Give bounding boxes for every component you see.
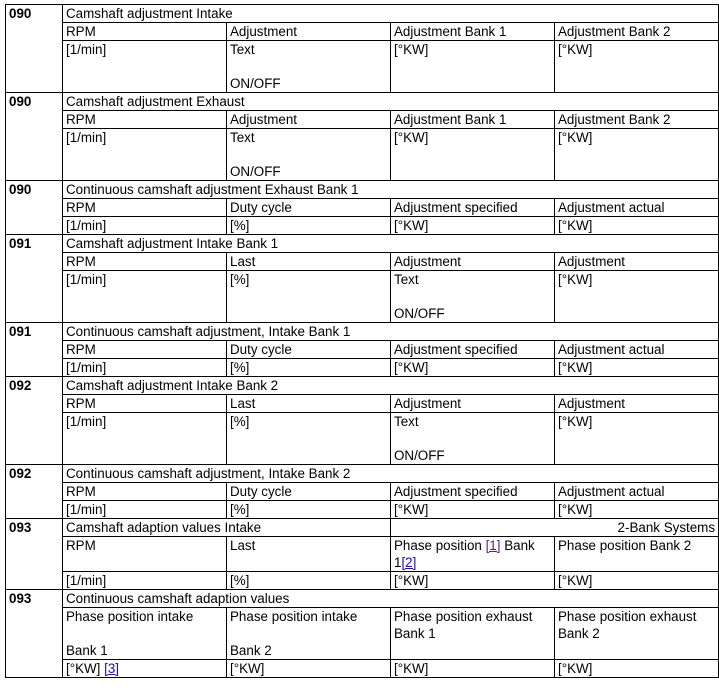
column-header <box>63 608 227 660</box>
block-number: 093 <box>6 590 63 678</box>
block-header-row <box>6 395 719 413</box>
unit-cell <box>227 41 391 93</box>
block-unit-row <box>6 41 719 93</box>
unit-cell: [%] <box>227 217 391 235</box>
block-number: 090 <box>6 5 63 93</box>
unit-value: [°KW] <box>66 661 101 676</box>
unit-cell: [°KW] <box>555 413 719 465</box>
unit-cell: [1/min] <box>63 572 227 590</box>
header-text: Bank 1 <box>66 643 108 658</box>
block-title: Camshaft adjustment Intake Bank 2 <box>63 377 719 395</box>
block-unit-row <box>6 413 719 465</box>
unit-cell: [%] <box>227 413 391 465</box>
column-header: RPM <box>63 395 227 413</box>
column-header: Adjustment specified <box>391 483 555 501</box>
column-header: Last <box>227 395 391 413</box>
on-off-label: ON/OFF <box>230 164 281 179</box>
unit-cell: [1/min] <box>63 501 227 519</box>
unit-cell <box>227 129 391 181</box>
column-header: Adjustment <box>555 253 719 271</box>
column-header: Duty cycle <box>227 341 391 359</box>
unit-cell: [%] <box>227 359 391 377</box>
block-unit-row <box>6 572 719 590</box>
footnote-link-3[interactable]: [3] <box>104 661 119 676</box>
column-header: Adjustment <box>391 395 555 413</box>
column-header: Adjustment actual <box>555 341 719 359</box>
unit-cell: [°KW] <box>555 217 719 235</box>
block-title: Continuous camshaft adjustment, Intake Bank 2 <box>63 465 719 483</box>
block-number: 091 <box>6 235 63 323</box>
block-title-row <box>6 465 719 483</box>
column-header: Adjustment Bank 2 <box>555 23 719 41</box>
unit-cell: [°KW] <box>391 501 555 519</box>
block-number: 090 <box>6 181 63 235</box>
header-text: Phase position intake <box>230 609 358 624</box>
unit-cell: [°KW] <box>555 359 719 377</box>
block-title-row <box>6 235 719 253</box>
column-header: RPM <box>63 483 227 501</box>
on-off-label: ON/OFF <box>394 448 445 463</box>
block-number: 092 <box>6 465 63 519</box>
block-header-row <box>6 199 719 217</box>
unit-cell: [1/min] <box>63 217 227 235</box>
column-header: Adjustment Bank 1 <box>391 111 555 129</box>
block-header-row <box>6 483 719 501</box>
block-header-row <box>6 111 719 129</box>
unit-cell: [°KW] <box>391 359 555 377</box>
column-header: Adjustment <box>227 23 391 41</box>
column-header: RPM <box>63 253 227 271</box>
unit-cell: [1/min] <box>63 271 227 323</box>
unit-value: Text <box>394 414 419 429</box>
block-unit-row <box>6 359 719 377</box>
block-header-row <box>6 608 719 660</box>
unit-cell: [°KW] <box>555 572 719 590</box>
unit-cell: [1/min] <box>63 41 227 93</box>
block-title: Continuous camshaft adjustment Exhaust Bank 1 <box>63 181 719 199</box>
unit-cell: [°KW] <box>391 129 555 181</box>
column-header: RPM <box>63 23 227 41</box>
column-header: Adjustment <box>227 111 391 129</box>
block-title-row <box>6 519 719 537</box>
block-number: 091 <box>6 323 63 377</box>
column-header: Adjustment Bank 2 <box>555 111 719 129</box>
block-number: 092 <box>6 377 63 465</box>
header-text: Bank 1 <box>394 538 535 570</box>
column-header: RPM <box>63 111 227 129</box>
block-title-row <box>6 181 719 199</box>
block-number: 093 <box>6 519 63 590</box>
block-title: Camshaft adjustment Exhaust <box>63 93 719 111</box>
unit-cell: [°KW] <box>555 41 719 93</box>
column-header: Phase position exhaust Bank 2 <box>555 608 719 660</box>
block-unit-row <box>6 217 719 235</box>
unit-cell: [°KW] <box>391 41 555 93</box>
column-header: Adjustment <box>391 253 555 271</box>
unit-cell: [%] <box>227 572 391 590</box>
block-header-row <box>6 253 719 271</box>
column-header: Adjustment specified <box>391 199 555 217</box>
unit-cell: [°KW] <box>555 501 719 519</box>
block-unit-row <box>6 660 719 678</box>
header-text: Phase position intake <box>66 609 194 624</box>
block-title: Continuous camshaft adjustment, Intake Bank 1 <box>63 323 719 341</box>
unit-cell <box>391 271 555 323</box>
unit-cell: [%] <box>227 271 391 323</box>
column-header: Adjustment actual <box>555 483 719 501</box>
block-title-row <box>6 93 719 111</box>
block-title-row <box>6 323 719 341</box>
block-unit-row <box>6 501 719 519</box>
unit-value: Text <box>394 272 419 287</box>
block-number: 090 <box>6 93 63 181</box>
column-header: RPM <box>63 199 227 217</box>
column-header: Adjustment specified <box>391 341 555 359</box>
note-text: 2-Bank Systems <box>617 520 716 535</box>
unit-cell: [°KW] <box>227 660 391 678</box>
block-title: Camshaft adjustment Intake <box>63 5 719 23</box>
unit-value: Text <box>230 130 255 145</box>
column-header: Duty cycle <box>227 483 391 501</box>
block-title: Camshaft adjustment Intake Bank 1 <box>63 235 719 253</box>
unit-cell <box>63 660 227 678</box>
column-header: Phase position Bank 2 <box>555 537 719 572</box>
column-header: Adjustment <box>555 395 719 413</box>
on-off-label: ON/OFF <box>230 76 281 91</box>
measuring-blocks-table <box>5 4 719 678</box>
unit-cell: [°KW] <box>391 660 555 678</box>
block-note <box>391 519 719 537</box>
on-off-label: ON/OFF <box>394 306 445 321</box>
column-header: Last <box>227 537 391 572</box>
block-unit-row <box>6 271 719 323</box>
column-header <box>391 537 555 572</box>
block-title-row <box>6 590 719 608</box>
unit-cell: [°KW] <box>555 271 719 323</box>
unit-cell: [°KW] <box>391 217 555 235</box>
column-header <box>227 608 391 660</box>
unit-value: Text <box>230 42 255 57</box>
unit-cell: [1/min] <box>63 413 227 465</box>
block-header-row <box>6 23 719 41</box>
block-title-row <box>6 377 719 395</box>
header-text: Bank 2 <box>230 643 272 658</box>
column-header: Duty cycle <box>227 199 391 217</box>
column-header: Adjustment Bank 1 <box>391 23 555 41</box>
block-header-row <box>6 341 719 359</box>
unit-cell: [%] <box>227 501 391 519</box>
block-header-row <box>6 537 719 572</box>
column-header: RPM <box>63 341 227 359</box>
unit-cell: [°KW] <box>391 572 555 590</box>
footnote-link-2[interactable]: [2] <box>401 555 417 570</box>
block-unit-row <box>6 129 719 181</box>
column-header: Last <box>227 253 391 271</box>
block-title: Camshaft adaption values Intake <box>63 519 391 537</box>
block-title: Continuous camshaft adaption values <box>63 590 719 608</box>
unit-cell: [1/min] <box>63 129 227 181</box>
block-title-row <box>6 5 719 23</box>
column-header: Phase position exhaust Bank 1 <box>391 608 555 660</box>
footnote-link-1[interactable]: [1] <box>485 538 501 553</box>
unit-cell: [°KW] <box>555 129 719 181</box>
column-header: Adjustment actual <box>555 199 719 217</box>
header-text: Phase position <box>394 538 486 553</box>
unit-cell <box>391 413 555 465</box>
unit-cell: [°KW] <box>555 660 719 678</box>
unit-cell: [1/min] <box>63 359 227 377</box>
column-header: RPM <box>63 537 227 572</box>
